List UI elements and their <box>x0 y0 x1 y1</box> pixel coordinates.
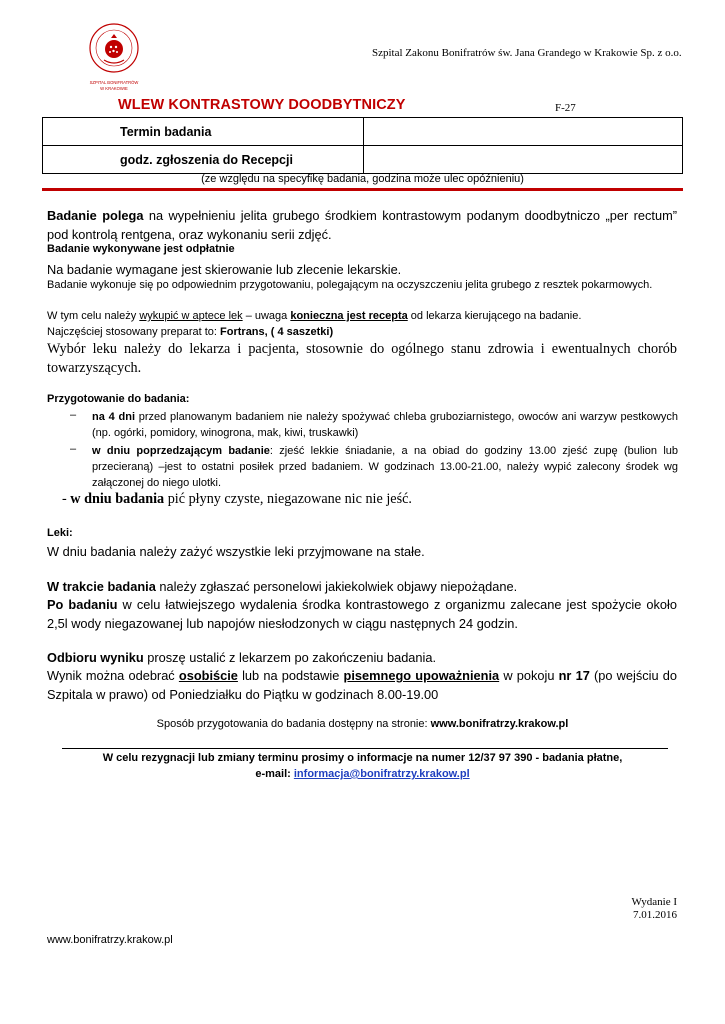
reception-time-label: godz. zgłoszenia do Recepcji <box>43 146 364 174</box>
paid-notice: Badanie wykonywane jest odpłatnie <box>47 243 235 255</box>
drug-paragraph: Najczęściej stosowany preparat to: Fortrans, ( 4 saszetki) <box>47 326 334 338</box>
appointment-table <box>42 117 683 174</box>
svg-text:W KRAKOWIE: W KRAKOWIE <box>100 86 128 91</box>
list-item: - w dniu badania pić płyny czyste, niegazowane nic nie jeść. <box>62 491 412 507</box>
preparation-heading: Przygotowanie do badania: <box>47 393 190 405</box>
appointment-date-label: Termin badania <box>43 118 364 146</box>
results-info: Odbioru wyniku proszę ustalić z lekarzem po zakończeniu badania. <box>47 650 437 665</box>
list-item: na 4 dni przed planowanym badaniem nie należy spożywać chleba gruboziarnistego, owoców ani warzyw pestkowych (np. ogórki, pomidory, winogrona, mak, kiwi, truskawki) <box>92 411 678 439</box>
after-exam-text: Po badaniu w celu łatwiejszego wydalenia środka kontrastowego z organizmu zalecane jest spożycie około 2,5l wody niegazowanej lub napojów niesłodzonych w ciągu następnych 24 godzin. <box>47 597 677 631</box>
meds-heading: Leki: <box>47 527 73 539</box>
buy-medicine-paragraph: W tym celu należy wykupić w aptece lek – uwaga konieczna jest recepta od lekarza kierującego na badanie. <box>47 310 582 322</box>
drug-choice-paragraph: Wybór leku należy do lekarza i pacjenta, stosownie do ogólnego stanu zdrowia i ewentualnych chorób towarzyszących. <box>47 341 677 376</box>
delay-note: (ze względu na specyfikę badania, godzina może ulec opóźnieniu) <box>201 173 524 185</box>
page-title: WLEW KONTRASTOWY DOODBYTNICZY <box>118 97 406 113</box>
hospital-logo <box>78 18 150 98</box>
table-row <box>43 146 683 174</box>
table-row <box>43 118 683 146</box>
pomegranate-emblem-icon <box>78 18 150 98</box>
form-code: F-27 <box>555 102 576 114</box>
appointment-date-field[interactable] <box>364 118 683 146</box>
list-item-bullet: – <box>70 409 77 421</box>
edition-label: Wydanie I <box>631 896 677 908</box>
intro-paragraph: Badanie polega na wypełnieniu jelita grubego środkiem kontrastowym podanym doodbytniczo „per rectum” pod kontrolą rentgena, oraz wykonaniu serii zdjęć. <box>47 208 677 242</box>
meds-text: W dniu badania należy zażyć wszystkie leki przyjmowane na stałe. <box>47 544 425 559</box>
svg-text:SZPITAL BONIFRATRÓW: SZPITAL BONIFRATRÓW <box>89 80 139 85</box>
edition-date: 7.01.2016 <box>633 909 677 921</box>
list-item-bullet: – <box>70 443 77 455</box>
during-exam-text: W trakcie badania należy zgłaszać personelowi jakiekolwiek objawy niepożądane. <box>47 579 518 594</box>
footer-url: www.bonifratrzy.krakow.pl <box>47 934 173 946</box>
reception-time-field[interactable] <box>364 146 683 174</box>
referral-notice: Na badanie wymagane jest skierowanie lub zlecenie lekarskie. <box>47 262 402 277</box>
list-item: w dniu poprzedzającym badanie: zjeść lekkie śniadanie, a na obiad do godziny 13.00 zjeść zupę (bulion lub przecieraną) –jest to ostatni posiłek przed badaniem. W godzinach 13.00-21.00, należy wypić zalecony środek wg załączonej do niego ulotki. <box>92 445 678 489</box>
results-pickup: Wynik można odebrać osobiście lub na podstawie pisemnego upoważnienia w pokoju nr 17 (po wejściu do Szpitala w prawo) od Poniedziałku do Piątku w godzinach 8.00-19.00 <box>47 668 678 702</box>
company-name: Szpital Zakonu Bonifratrów św. Jana Grandego w Krakowie Sp. z o.o. <box>372 47 682 59</box>
prep-paragraph: Badanie wykonuje się po odpowiednim przygotowaniu, polegającym na oczyszczeniu jelita grubego z resztek pokarmowych. <box>47 279 653 291</box>
email-link[interactable]: informacja@bonifratrzy.krakow.pl <box>293 768 470 780</box>
red-divider <box>42 188 683 191</box>
contact-line: W celu rezygnacji lub zmiany terminu prosimy o informacje na numer 12/37 97 390 - badania płatne, <box>102 752 623 764</box>
email-line: e-mail: informacja@bonifratrzy.krakow.pl <box>255 768 470 780</box>
divider <box>62 748 668 749</box>
website-note: Sposób przygotowania do badania dostępny na stronie: www.bonifratrzy.krakow.pl <box>156 718 569 730</box>
